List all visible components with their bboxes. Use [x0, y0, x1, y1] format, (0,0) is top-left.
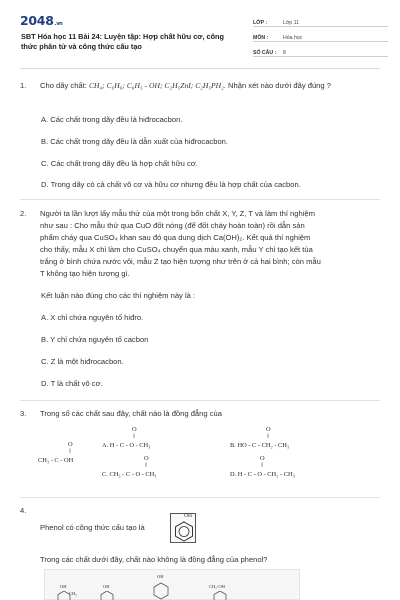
question-divider: [20, 400, 380, 401]
option-d[interactable]: D. Trong dãy có cả chất vô cơ và hữu cơ nhưng đều là hợp chất của cacbon.: [41, 180, 301, 189]
question-number: 1.: [20, 81, 27, 90]
meta-row-grade: LỚP : Lớp 11: [253, 15, 388, 27]
question-3: [20, 408, 382, 493]
header-divider: [20, 68, 380, 69]
site-logo[interactable]: 2048.vn: [20, 13, 63, 28]
question-prompt: Kết luận nào đúng cho các thí nghiệm này là :: [41, 291, 196, 300]
answer-structures-image: OH CH₃ OH OH CH₂-OH: [44, 569, 300, 600]
question-number: 2.: [20, 209, 27, 218]
option-a[interactable]: A. Các chất trong dãy đều là hiđrocacbon.: [41, 115, 183, 124]
document-meta: [253, 15, 388, 60]
question-4: [20, 505, 382, 565]
chemical-formula: CH₄; C₆H₆; C₆H₅ - OH; C₂H₅ZnI; C₂H₅PH₂: [88, 81, 224, 90]
question-text: Phenol có công thức cấu tạo là: [40, 523, 145, 532]
meta-row-count: SỐ CÂU : 8: [253, 45, 388, 57]
question-number: 3.: [20, 409, 27, 418]
question-text: Cho dãy chất: CH₄; C₆H₆; C₆H₅ - OH; C₂H₅ZnI; C₂H₅PH₂. Nhận xét nào dưới đây đúng ?: [40, 81, 331, 90]
question-2: [20, 208, 382, 394]
benzene-ring-icon: [100, 591, 114, 600]
option-b[interactable]: B. Y chỉ chứa nguyên tố cacbon: [41, 335, 149, 344]
option-c[interactable]: C. Các chất trong dãy đều là hợp chất hữu cơ.: [41, 159, 198, 168]
phenol-structure-image: OH: [170, 513, 196, 543]
benzene-ring-icon: [213, 591, 227, 600]
option-d[interactable]: D. T là chất vô cơ.: [41, 379, 103, 388]
question-prompt: Trong các chất dưới đây, chất nào không là đồng đẳng của phenol?: [40, 555, 268, 564]
benzene-ring-icon: [153, 582, 169, 600]
option-a[interactable]: A. X chỉ chứa nguyên tố hiđro.: [41, 313, 144, 322]
benzene-ring-icon: [174, 521, 194, 542]
document-page: 2048.vn SBT Hóa học 11 Bài 24: Luyện tập: Hợp chất hữu cơ, công thức phân tử và công thức cấu tạo LỚP : Lớp 11 MÔN : Hóa học SỐ CÂU : 8 1. Cho dãy chất: CH₄; C₆H₆; C₆H₅ - OH; C₂H₅ZnI; C₂H₅PH₂. Nhận xét nào dưới đây đúng ? A. Các chất trong dãy đều là hiđrocacbon. B. Các chất trong dãy đều là dẫn xuất của hiđrocacbon. C. Các chất trong dãy đều là hợp chất hữu cơ. D. Trong dãy có cả chất vô cơ và hữu cơ nhưng đều là hợp chất của cacbon. 2. Người ta lần lượt lấy mẫu thử của một trong bốn chất X, Y, Z, T và làm thí nghiệm như sau : Cho mẫu thử qua CuO đốt nóng (để đốt cháy hoàn toàn) rồi dẫn sản phẩm cháy qua CuSO₄ khan sau đó qua dung dịch Ca(OH)₂. Kết quả thí nghiệm cho thấy, mẫu X chỉ làm cho CuSO₄ chuyển qua màu xanh, mẫu Y chỉ tạo kết tủa trắng ở bình chứa nước vôi, mẫu Z tạo hiện tượng như trên ở cả hai bình; còn mẫu T không tạo hiện tượng gì. Kết luận nào đúng cho các thí nghiệm này là : A. X chỉ chứa nguyên tố hiđro. B. Y chỉ chứa nguyên tố cacbon C. Z là một hiđrocacbon. D. T là chất vô cơ. 3. Trong số các chất sau đây, chất nào là đồng đẳng của O || CH₃ - C - OH O || A. H - C - O - CH₃ O || B. HO - C - CH₂ - CH₃ O || C. CH₃ - C - O - CH₃ O || D. H - C - O - CH₂ - CH₃ 4. Phenol có công thức cấu tạo là Trong các chất dưới đây, chất nào không là đồng đẳng của phenol? OH OH CH₃ OH OH CH₂-OH: [0, 0, 400, 600]
benzene-ring-icon: [57, 591, 71, 600]
document-title: SBT Hóa học 11 Bài 24: Luyện tập: Hợp chất hữu cơ, công thức phân tử và công thức cấu tạo: [21, 32, 224, 51]
question-1: [20, 80, 382, 190]
question-divider: [20, 497, 380, 498]
option-b[interactable]: B. Các chất trong dãy đều là dẫn xuất của hiđrocacbon.: [41, 137, 229, 146]
question-text: Trong số các chất sau đây, chất nào là đồng đẳng của: [40, 409, 222, 418]
option-c[interactable]: C. Z là một hiđrocacbon.: [41, 357, 124, 366]
question-divider: [20, 199, 380, 200]
question-number: 4.: [20, 506, 27, 515]
meta-row-subject: MÔN : Hóa học: [253, 30, 388, 42]
question-text: Người ta lần lượt lấy mẫu thử của một trong bốn chất X, Y, Z, T và làm thí nghiệm như sau : Cho mẫu thử qua CuO đốt nóng (để đốt cháy hoàn toàn) rồi dẫn sản phẩm cháy qua CuSO₄ khan sau đó qua dung dịch Ca(OH)₂. Kết quả thí nghiệm cho thấy, mẫu X chỉ làm cho CuSO₄ chuyển qua màu xanh, mẫu Y chỉ tạo kết tủa trắng ở bình chứa nước vôi, mẫu Z tạo hiện tượng như trên ở cả hai bình; còn mẫu T không tạo hiện tượng gì.: [40, 209, 321, 278]
